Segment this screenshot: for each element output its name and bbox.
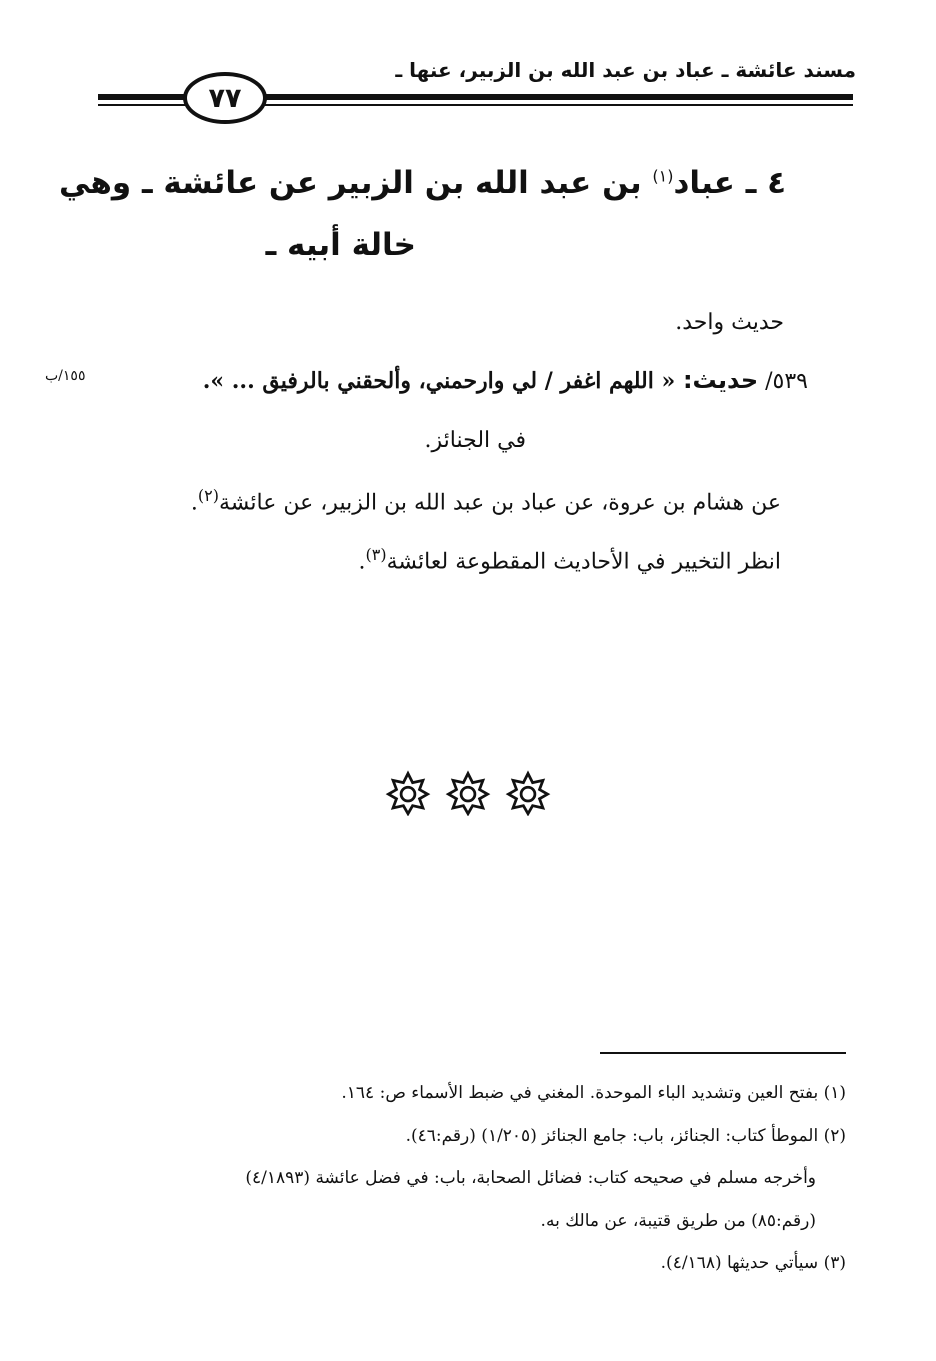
location-text: في الجنائز. (424, 428, 526, 453)
footnote-ref-2: (٢) (197, 486, 219, 505)
star-flower-icon (385, 770, 431, 816)
isnad-text: عن هشام بن عروة، عن عباد بن عبد الله بن الزبير، عن عائشة (218, 490, 781, 516)
footnote-2-continued-2: (رقم:٨٥) من طريق قتيبة، عن مالك به. (540, 1211, 816, 1231)
chapter-title-line1 (59, 165, 786, 201)
hadith-text: « اللهم اغفر / لي وارحمني، وألحقني بالرفيق ... ». (202, 368, 683, 394)
star-flower-icon (505, 770, 551, 816)
page-number-oval (183, 72, 267, 124)
running-header: مسند عائشة ـ عباد بن عبد الله بن الزبير، عنها ـ (395, 58, 856, 82)
crossref-end: . (358, 549, 366, 575)
intro-text: حديث واحد. (675, 310, 784, 335)
footnote-ref-3: (٣) (365, 545, 387, 564)
footnote-separator (600, 1052, 846, 1054)
chapter-title-line2: خالة أبيه ـ (265, 227, 416, 263)
chapter-title-start: ٤ ـ عباد (673, 165, 786, 201)
footnote-1: (١) بفتح العين وتشديد الباء الموحدة. المغني في ضبط الأسماء ص: ١٦٤. (341, 1083, 846, 1103)
hadith-label: حديث: (682, 366, 759, 394)
isnad-end: . (190, 490, 198, 516)
footnote-3: (٣) سيأتي حديثها (٤/١٦٨). (660, 1253, 846, 1273)
hadith-line (203, 366, 808, 394)
footnote-ref-1: (١) (652, 166, 674, 186)
isnad-line (191, 486, 781, 515)
crossref-text: انظر التخيير في الأحاديث المقطوعة لعائشة (386, 549, 781, 575)
margin-manuscript-ref: ١٥٥/ب (45, 368, 86, 384)
chapter-title-rest: بن عبد الله بن الزبير عن عائشة ـ وهي (59, 165, 653, 201)
footnote-2-continued: وأخرجه مسلم في صحيحه كتاب: فضائل الصحابة، باب: في فضل عائشة (٤/١٨٩٣) (245, 1168, 816, 1188)
footnote-2: (٢) الموطأ كتاب: الجنائز، باب: جامع الجنائز (١/٢٠٥) (رقم:٤٦). (405, 1126, 846, 1146)
crossref-line (359, 545, 781, 574)
page-number: ٧٧ (208, 82, 242, 114)
star-flower-icon (445, 770, 491, 816)
section-end-ornaments (0, 770, 936, 816)
hadith-number: ٥٣٩/ (758, 369, 808, 394)
